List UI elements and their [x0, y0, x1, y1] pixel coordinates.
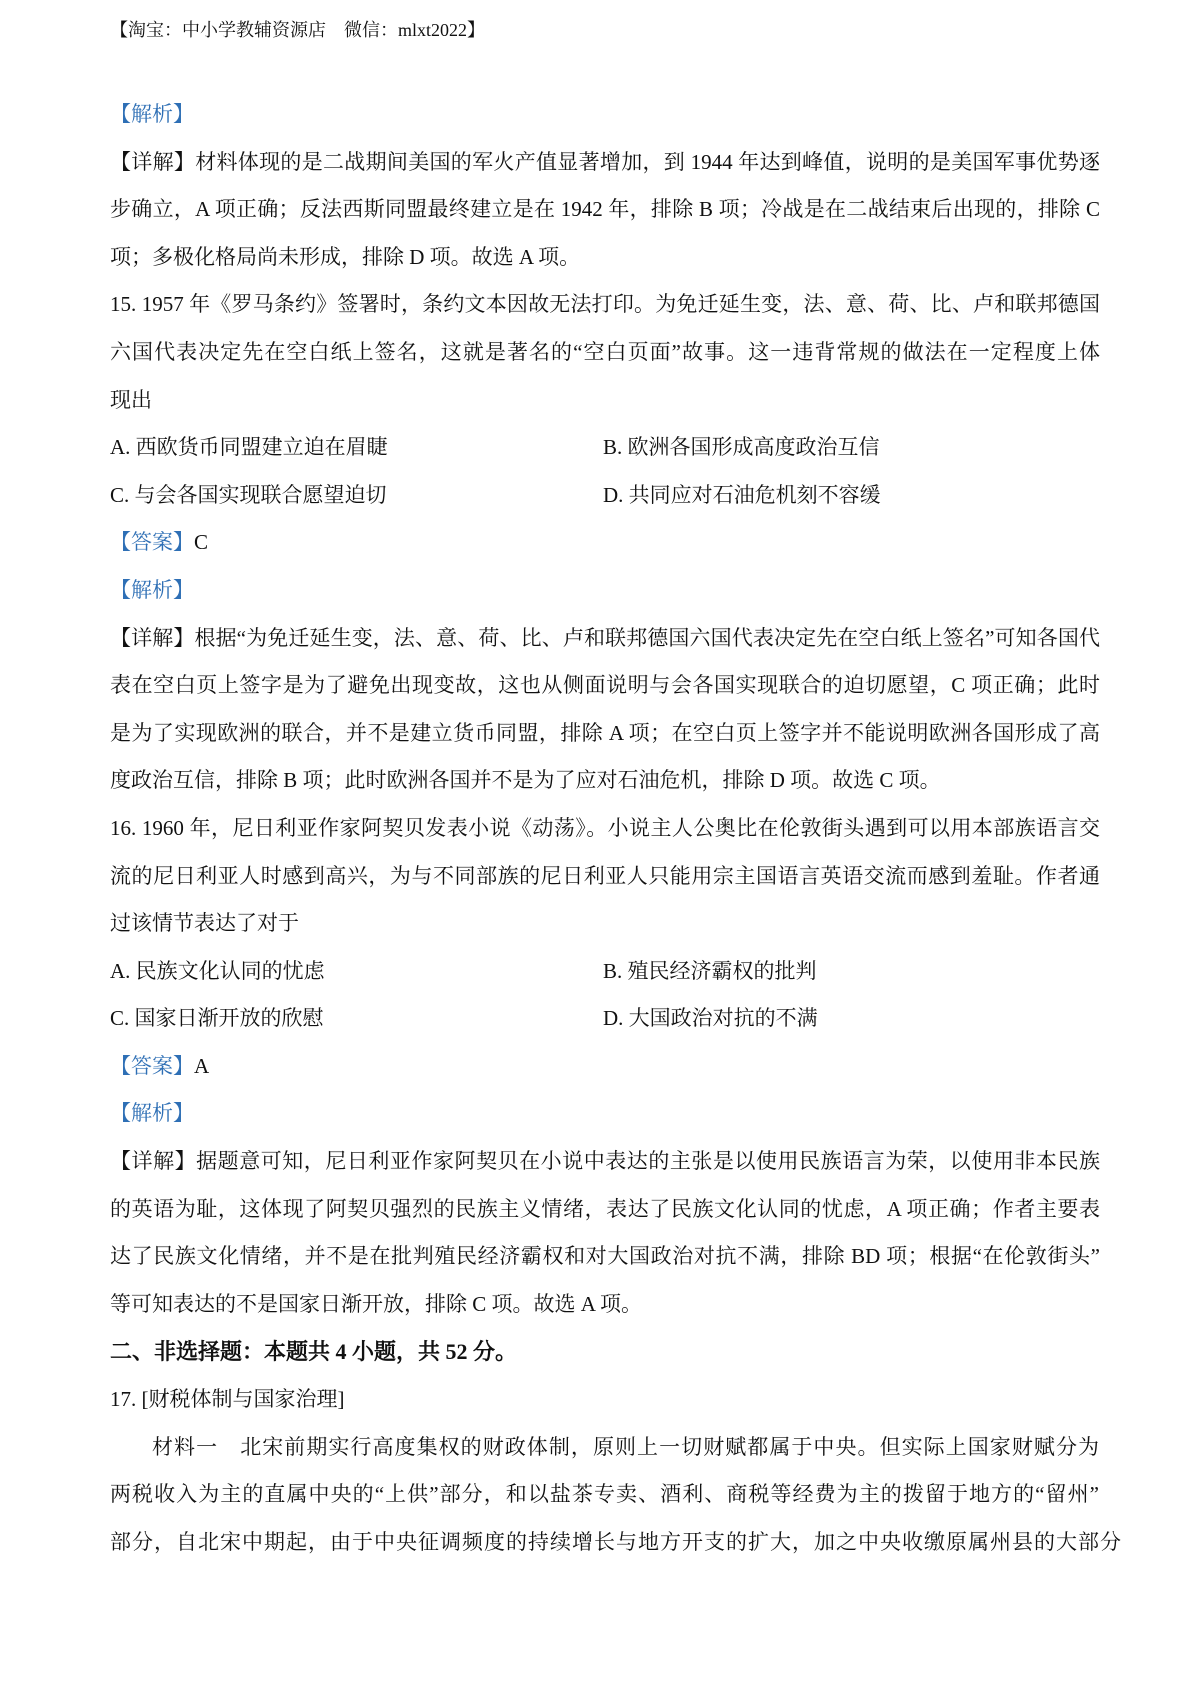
option-item: B. 殖民经济霸权的批判 — [603, 958, 817, 983]
options-row — [110, 424, 1100, 472]
analysis-label: 【解析】 — [110, 102, 194, 126]
option-item: D. 共同应对石油危机刻不容缓 — [603, 482, 881, 507]
answer-label: 【答案】 — [110, 1053, 194, 1078]
paragraph — [110, 1376, 1100, 1424]
text-line: 部分，自北宋中期起，由于中央征调频度的持续增长与地方开支的扩大，加之中央收缴原属州县的大部分 — [110, 1529, 1122, 1554]
analysis-label: 【解析】 — [110, 577, 194, 602]
answer-label: 【答案】 — [110, 530, 194, 555]
material-paragraph — [110, 1424, 1122, 1567]
text-line: 度政治互信，排除 B 项；此时欧洲各国并不是为了应对石油危机，排除 D 项。故选 C 项。 — [110, 768, 941, 793]
text-line: 步确立，A 项正确；反法西斯同盟最终建立是在 1942 年，排除 B 项；冷战是在二战结束后出现的，排除 C — [110, 197, 1100, 222]
text-line: 表在空白页上签字是为了避免出现变故，这也从侧面说明与会各国实现联合的迫切愿望，C 项正确；此时 — [110, 673, 1100, 698]
text-line: 15. 1957 年《罗马条约》签署时，条约文本因故无法打印。为免迁延生变，法、意、荷、比、卢和联邦德国 — [110, 292, 1100, 317]
text-line: 过该情节表达了对于 — [110, 911, 299, 936]
section-heading: 二、非选择题：本题共 4 小题，共 52 分。 — [110, 1339, 518, 1365]
paragraph — [110, 615, 1100, 805]
analysis-label: 【解析】 — [110, 1101, 194, 1126]
text-line: 材料一 北宋前期实行高度集权的财政体制，原则上一切财赋都属于中央。但实际上国家财赋分为 — [152, 1434, 1100, 1459]
text-line: 【详解】据题意可知，尼日利亚作家阿契贝在小说中表达的主张是以使用民族语言为荣，以使用非本民族 — [110, 1149, 1100, 1174]
text-line: 流的尼日利亚人时感到高兴，为与不同部族的尼日利亚人只能用宗主国语言英语交流而感到羞耻。作者通 — [110, 863, 1100, 888]
text-line: 等可知表达的不是国家日渐开放，排除 C 项。故选 A 项。 — [110, 1291, 643, 1316]
answer-line — [110, 1043, 1100, 1091]
option-item: B. 欧洲各国形成高度政治互信 — [603, 435, 880, 460]
text-line: 是为了实现欧洲的联合，并不是建立货币同盟，排除 A 项；在空白页上签字并不能说明欧洲各国形成了高 — [110, 720, 1100, 745]
watermark-header: 【淘宝：中小学教辅资源店 微信：mlxt2022】 — [110, 20, 486, 40]
text-line: 六国代表决定先在空白纸上签名，这就是著名的“空白页面”故事。这一违背常规的做法在一定程度上体 — [110, 339, 1100, 364]
text-line: 17. [财税体制与国家治理] — [110, 1387, 345, 1412]
text-line: 项；多极化格局尚未形成，排除 D 项。故选 A 项。 — [110, 244, 581, 269]
answer-line — [110, 519, 1100, 567]
text-line: 16. 1960 年，尼日利亚作家阿契贝发表小说《动荡》。小说主人公奥比在伦敦街头遇到可以用本部族语言交 — [110, 815, 1100, 840]
text-line: 的英语为耻，这体现了阿契贝强烈的民族主义情绪，表达了民族文化认同的忧虑，A 项正确；作者主要表 — [110, 1196, 1100, 1221]
option-item: A. 西欧货币同盟建立迫在眉睫 — [110, 435, 388, 460]
paragraph — [110, 805, 1100, 948]
paragraph — [110, 281, 1100, 424]
option-item: C. 与会各国实现联合愿望迫切 — [110, 482, 387, 507]
text-line: 【详解】根据“为免迁延生变，法、意、荷、比、卢和联邦德国六国代表决定先在空白纸上签名”可知各国代 — [110, 625, 1100, 650]
text-line: 达了民族文化情绪，并不是在批判殖民经济霸权和对大国政治对抗不满，排除 BD 项；根据“在伦敦街头” — [110, 1244, 1100, 1269]
paragraph — [110, 1138, 1100, 1328]
paragraph — [110, 139, 1100, 282]
answer-value: C — [194, 530, 209, 555]
options-row — [110, 472, 1100, 520]
text-line: 两税收入为主的直属中央的“上供”部分，和以盐茶专卖、酒利、商税等经费为主的拨留于地方的“留州” — [110, 1482, 1100, 1507]
options-row — [110, 995, 1100, 1043]
option-item: D. 大国政治对抗的不满 — [603, 1006, 818, 1031]
text-line: 现出 — [110, 387, 152, 412]
option-item: C. 国家日渐开放的欣慰 — [110, 1006, 324, 1031]
option-item: A. 民族文化认同的忧虑 — [110, 958, 325, 983]
answer-value: A — [194, 1053, 210, 1078]
text-line: 【详解】材料体现的是二战期间美国的军火产值显著增加，到 1944 年达到峰值，说明的是美国军事优势逐 — [110, 149, 1100, 174]
document-body — [110, 91, 1122, 1566]
options-row — [110, 948, 1100, 996]
